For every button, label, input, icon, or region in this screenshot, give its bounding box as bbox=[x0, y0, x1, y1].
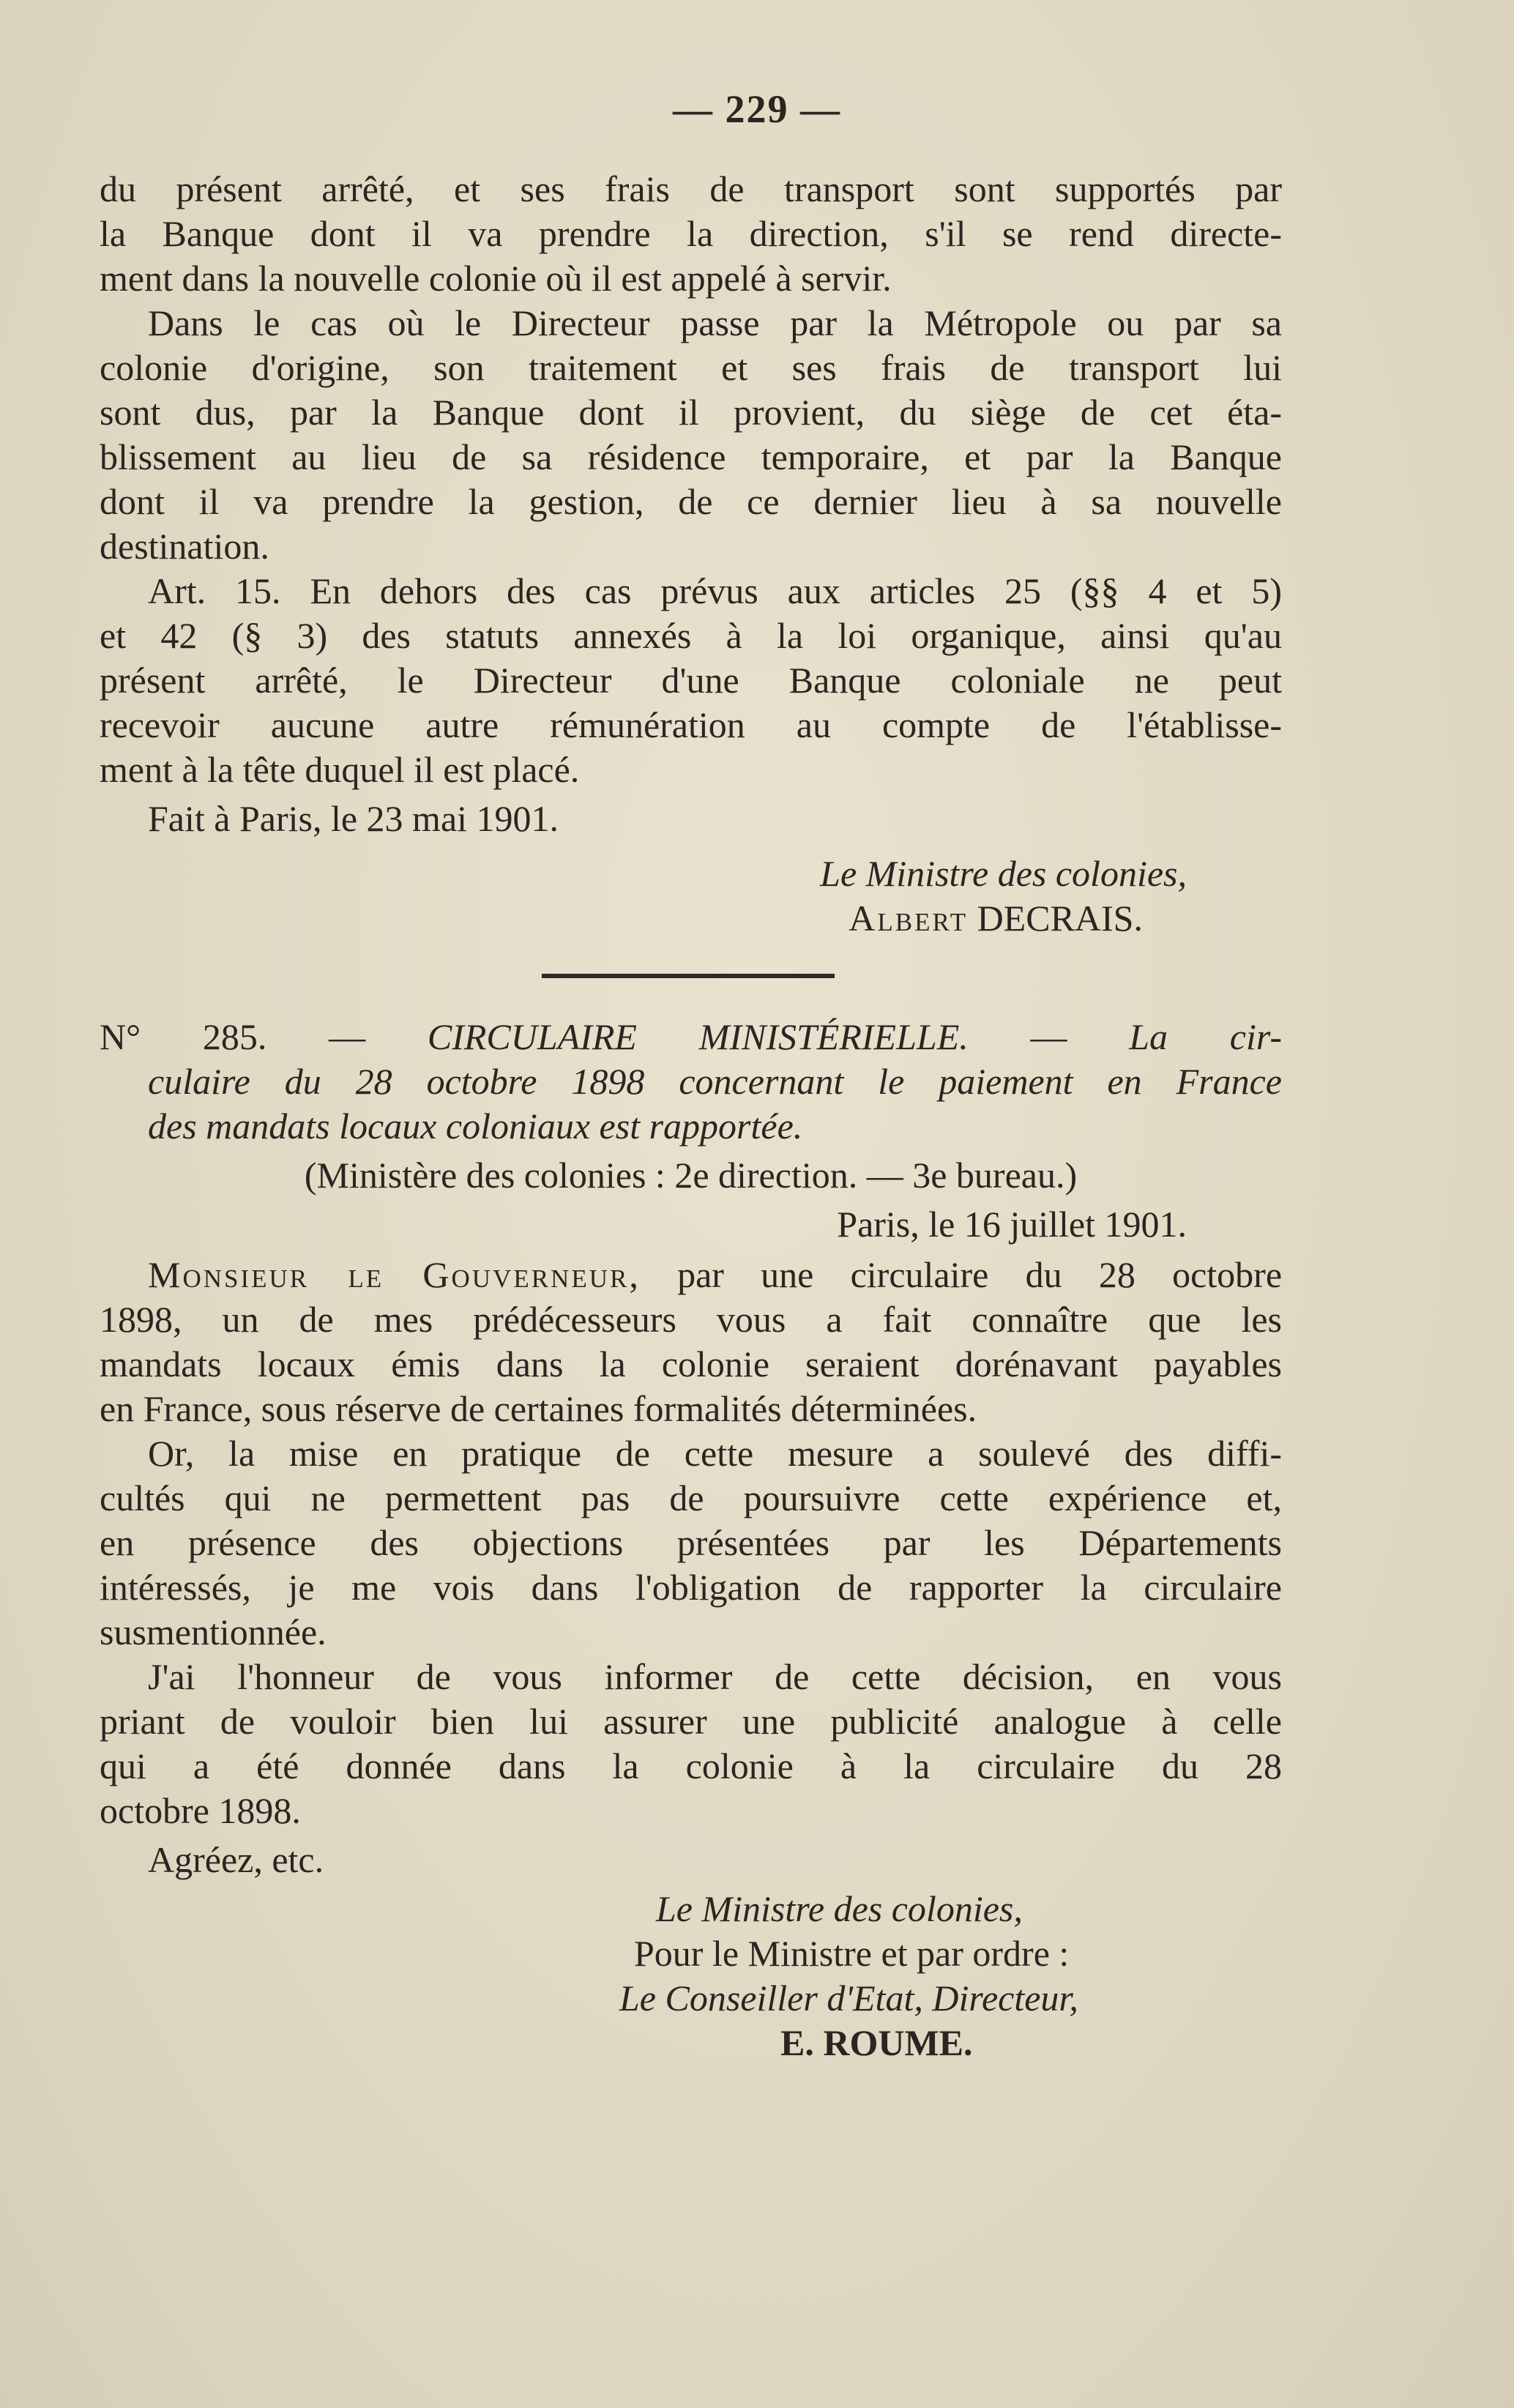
text-line: Dans le cas où le Directeur passe par la Métropole ou par sa bbox=[148, 302, 1282, 343]
text-line: octobre 1898. bbox=[100, 1790, 301, 1831]
text-line: recevoir aucune autre rémunération au compte de l'établisse- bbox=[100, 704, 1282, 745]
circulaire-origin: (Ministère des colonies : 2e direction. — 3e bureau.) bbox=[304, 1155, 1078, 1196]
signature-first-name: Albert bbox=[849, 898, 969, 939]
salutation: Monsieur le Gouverneur, bbox=[148, 1254, 641, 1295]
text-line: ment dans la nouvelle colonie où il est appelé à servir. bbox=[100, 258, 892, 299]
text-line: 1898, un de mes prédécesseurs vous a fait connaître que les bbox=[100, 1299, 1282, 1340]
signature-name: E. ROUME. bbox=[780, 2022, 973, 2063]
article-15 bbox=[100, 569, 1282, 792]
text-line: susmentionnée. bbox=[100, 1611, 327, 1652]
text-line: priant de vouloir bien lui assurer une publicité analogue à celle bbox=[100, 1701, 1282, 1742]
text-line: blissement au lieu de sa résidence temporaire, et par la Banque bbox=[100, 436, 1282, 477]
arrete-continuation bbox=[100, 167, 1282, 941]
paragraph-2 bbox=[100, 1431, 1282, 1655]
text-line: mandats locaux émis dans la colonie seraient dorénavant payables bbox=[100, 1343, 1282, 1384]
text-line: sont dus, par la Banque dont il provient, du siège de cet éta- bbox=[100, 392, 1282, 433]
circulaire bbox=[100, 1015, 1282, 2065]
text-line: et 42 (§ 3) des statuts annexés à la loi organique, ainsi qu'au bbox=[100, 615, 1282, 656]
paragraph-1 bbox=[100, 167, 1282, 301]
circulaire-signature bbox=[100, 1887, 1282, 2065]
circulaire-title-start: La cir- bbox=[1129, 1016, 1282, 1057]
text-line: en France, sous réserve de certaines formalités déterminées. bbox=[100, 1388, 977, 1429]
circulaire-number: N° 285. bbox=[100, 1016, 267, 1057]
paragraph-3 bbox=[100, 1655, 1282, 1833]
text-line: intéressés, je me vois dans l'obligation de rapporter la circulaire bbox=[100, 1567, 1282, 1608]
signature-line: Le Conseiller d'Etat, Directeur, bbox=[619, 1978, 1078, 2019]
circulaire-heading bbox=[100, 1015, 1282, 1059]
signature-title: Le Ministre des colonies, bbox=[656, 1888, 1023, 1929]
signature-title: Le Ministre des colonies, bbox=[820, 853, 1187, 894]
text-line: qui a été donnée dans la colonie à la circulaire du 28 bbox=[100, 1745, 1282, 1786]
text-line: la Banque dont il va prendre la direction, s'il se rend directe- bbox=[100, 213, 1282, 254]
heading-dash: — bbox=[1030, 1016, 1067, 1057]
text-line bbox=[100, 1253, 1282, 1297]
done-at-line: Fait à Paris, le 23 mai 1901. bbox=[148, 798, 559, 839]
text-line: destination. bbox=[100, 526, 269, 567]
text-line: dont il va prendre la gestion, de ce dernier lieu à sa nouvelle bbox=[100, 481, 1282, 522]
text-line: cultés qui ne permettent pas de poursuivre cette expérience et, bbox=[100, 1477, 1282, 1518]
text-line: Or, la mise en pratique de cette mesure a soulevé des diffi- bbox=[148, 1433, 1282, 1474]
signature-line: Pour le Ministre et par ordre : bbox=[634, 1933, 1070, 1974]
circulaire-title-line: culaire du 28 octobre 1898 concernant le paiement en France bbox=[148, 1061, 1282, 1102]
signature-last-name: DECRAIS. bbox=[977, 898, 1143, 939]
text-line: en présence des objections présentées par les Départements bbox=[100, 1522, 1282, 1563]
text-line: J'ai l'honneur de vous informer de cette décision, en vous bbox=[148, 1656, 1282, 1697]
paragraph-1 bbox=[100, 1253, 1282, 1431]
paragraph-2 bbox=[100, 301, 1282, 569]
text-line: ment à la tête duquel il est placé. bbox=[100, 749, 580, 790]
text-fragment: par une circulaire du 28 octobre bbox=[677, 1254, 1283, 1295]
page-number: — 229 — bbox=[673, 87, 841, 131]
text-line: du présent arrêté, et ses frais de transport sont supportés par bbox=[100, 168, 1282, 209]
section-divider bbox=[542, 974, 835, 978]
circulaire-title-line: des mandats locaux coloniaux est rapportée. bbox=[148, 1106, 803, 1147]
circulaire-type: CIRCULAIRE MINISTÉRIELLE. bbox=[427, 1016, 969, 1057]
text-line: présent arrêté, le Directeur d'une Banque coloniale ne peut bbox=[100, 660, 1282, 701]
text-line: Art. 15. En dehors des cas prévus aux articles 25 (§§ 4 et 5) bbox=[148, 570, 1282, 611]
text-line: colonie d'origine, son traitement et ses frais de transport lui bbox=[100, 347, 1282, 388]
heading-dash: — bbox=[329, 1016, 366, 1057]
closing-formula: Agréez, etc. bbox=[148, 1839, 324, 1880]
circulaire-date: Paris, le 16 juillet 1901. bbox=[837, 1204, 1187, 1245]
signature-name bbox=[100, 896, 1282, 941]
